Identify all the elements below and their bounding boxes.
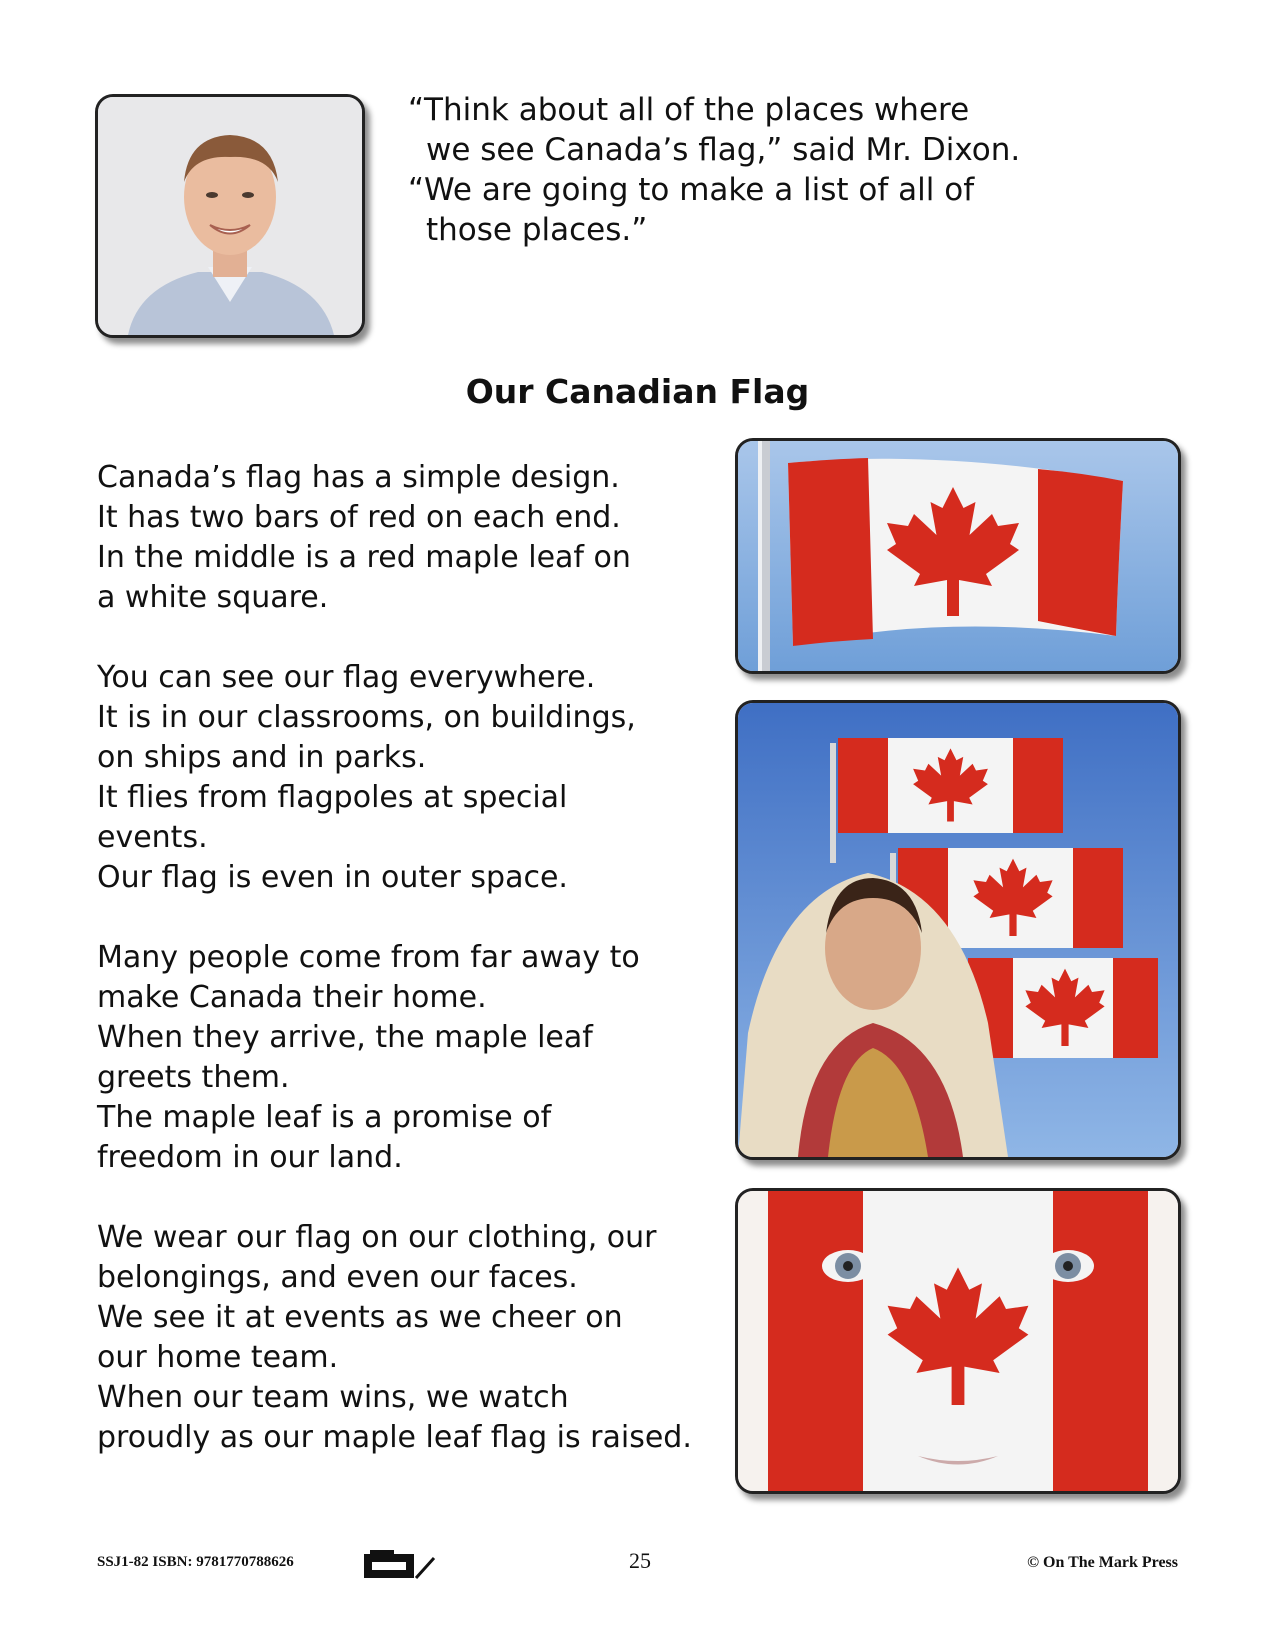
flag-photo bbox=[735, 438, 1181, 674]
paragraph-flag-design bbox=[97, 458, 727, 618]
text-line: Many people come from far away to bbox=[97, 940, 640, 975]
publisher-logo-icon bbox=[362, 1548, 436, 1582]
flag-1 bbox=[838, 738, 1063, 833]
text-line: a white square. bbox=[97, 580, 329, 615]
quote-line: “We are going to make a list of all of bbox=[408, 172, 975, 208]
text-line: The maple leaf is a promise of bbox=[97, 1100, 552, 1135]
publisher-credit: © On The Mark Press bbox=[1027, 1554, 1178, 1571]
book-code: SSJ1-82 ISBN: 9781770788626 bbox=[97, 1554, 294, 1570]
text-line: Our flag is even in outer space. bbox=[97, 860, 568, 895]
text-line: events. bbox=[97, 820, 208, 855]
text-line: make Canada their home. bbox=[97, 980, 487, 1015]
text-line: It has two bars of red on each end. bbox=[97, 500, 621, 535]
text-line: our home team. bbox=[97, 1340, 339, 1375]
paragraph-flag-everywhere bbox=[97, 658, 727, 898]
text-line: Canada’s flag has a simple design. bbox=[97, 460, 620, 495]
text-line: It is in our classrooms, on buildings, bbox=[97, 700, 636, 735]
woman-with-flags-photo bbox=[735, 700, 1181, 1160]
text-line: In the middle is a red maple leaf on bbox=[97, 540, 631, 575]
text-line: We see it at events as we cheer on bbox=[97, 1300, 623, 1335]
text-line: belongings, and even our faces. bbox=[97, 1260, 578, 1295]
flag-3 bbox=[968, 958, 1158, 1058]
teacher-quote bbox=[408, 90, 1028, 250]
text-line: proudly as our maple leaf flag is raised. bbox=[97, 1420, 692, 1455]
quote-line: “Think about all of the places where bbox=[408, 92, 970, 128]
painted-face-photo bbox=[735, 1188, 1181, 1494]
page-number: 25 bbox=[629, 1548, 651, 1573]
article-body bbox=[97, 458, 727, 1498]
page-title: Our Canadian Flag bbox=[465, 372, 810, 411]
text-line: When they arrive, the maple leaf bbox=[97, 1020, 593, 1055]
quote-line: we see Canada’s flag,” said Mr. Dixon. bbox=[426, 132, 1021, 168]
text-line: You can see our flag everywhere. bbox=[97, 660, 596, 695]
paragraph-wear-flag bbox=[97, 1218, 727, 1458]
teacher-photo bbox=[95, 94, 365, 338]
text-line: When our team wins, we watch bbox=[97, 1380, 569, 1415]
text-line: We wear our flag on our clothing, our bbox=[97, 1220, 657, 1255]
page-footer bbox=[0, 1548, 1275, 1578]
text-line: greets them. bbox=[97, 1060, 290, 1095]
text-line: freedom in our land. bbox=[97, 1140, 403, 1175]
text-line: It flies from flagpoles at special bbox=[97, 780, 568, 815]
paragraph-newcomers bbox=[97, 938, 727, 1178]
text-line: on ships and in parks. bbox=[97, 740, 427, 775]
quote-line: those places.” bbox=[426, 212, 648, 248]
